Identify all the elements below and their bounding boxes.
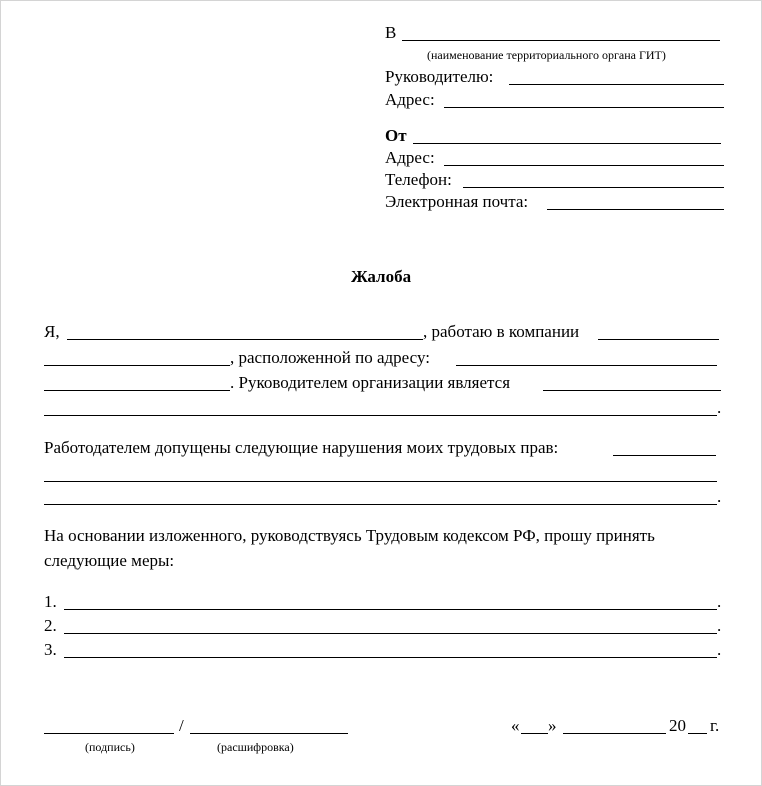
year-prefix: 20 — [669, 716, 686, 735]
phone-label: Телефон: — [385, 170, 452, 189]
p2-end: . — [717, 487, 722, 506]
year-field[interactable] — [688, 733, 707, 734]
from-address-field[interactable] — [444, 165, 724, 166]
signature-slash: / — [179, 716, 184, 735]
measure-num-2: 2. — [44, 616, 57, 635]
signature-field[interactable] — [44, 733, 174, 734]
head-field[interactable] — [509, 84, 724, 85]
p3-line1: На основании изложенного, руководствуясь Трудовым кодексом РФ, прошу принять — [44, 526, 655, 545]
month-field[interactable] — [563, 733, 666, 734]
quote-open: « — [511, 716, 520, 735]
decoding-caption: (расшифровка) — [217, 740, 294, 754]
measure-num-3: 3. — [44, 640, 57, 659]
measure-end-2: . — [717, 616, 722, 635]
company-field[interactable] — [598, 339, 719, 340]
violations-field-line3[interactable] — [44, 504, 717, 505]
p1-work-text: , работаю в компании — [423, 322, 580, 341]
day-field[interactable] — [521, 733, 548, 734]
email-field[interactable] — [547, 209, 724, 210]
violations-field-line2[interactable] — [44, 481, 717, 482]
quote-close: » — [548, 716, 557, 735]
from-field[interactable] — [413, 143, 721, 144]
company-head-field[interactable] — [543, 390, 721, 391]
to-authority-field[interactable] — [402, 40, 720, 41]
violations-field[interactable] — [613, 455, 716, 456]
document-title: Жалоба — [351, 267, 412, 286]
p1-start: Я, — [44, 322, 60, 341]
address-field[interactable] — [444, 107, 724, 108]
email-label: Электронная почта: — [385, 192, 529, 211]
company-address-field-cont[interactable] — [44, 390, 230, 391]
phone-field[interactable] — [463, 187, 724, 188]
head-label: Руководителю: — [385, 67, 494, 86]
p1-located-text: , расположенной по адресу: — [230, 348, 430, 367]
measure-num-1: 1. — [44, 592, 57, 611]
company-field-cont[interactable] — [44, 365, 230, 366]
measure-end-3: . — [717, 640, 722, 659]
p1-head-text: . Руководителем организации является — [230, 373, 511, 392]
decoding-field[interactable] — [190, 733, 348, 734]
p3-line2: следующие меры: — [44, 551, 175, 570]
p2-text: Работодателем допущены следующие нарушения моих трудовых прав: — [44, 438, 559, 457]
signature-caption: (подпись) — [85, 740, 135, 754]
measure-field-2[interactable] — [64, 633, 717, 634]
company-address-field[interactable] — [456, 365, 717, 366]
p1-end: . — [717, 398, 722, 417]
from-label: От — [385, 126, 407, 145]
to-caption: (наименование территориального органа ГИТ) — [427, 48, 666, 62]
measure-field-1[interactable] — [64, 609, 717, 610]
year-suffix: г. — [710, 716, 720, 735]
company-head-field-cont[interactable] — [44, 415, 717, 416]
fullname-field[interactable] — [67, 339, 423, 340]
measure-field-3[interactable] — [64, 657, 717, 658]
address-label: Адрес: — [385, 90, 435, 109]
to-prefix: В — [385, 23, 397, 42]
from-address-label: Адрес: — [385, 148, 435, 167]
measure-end-1: . — [717, 592, 722, 611]
